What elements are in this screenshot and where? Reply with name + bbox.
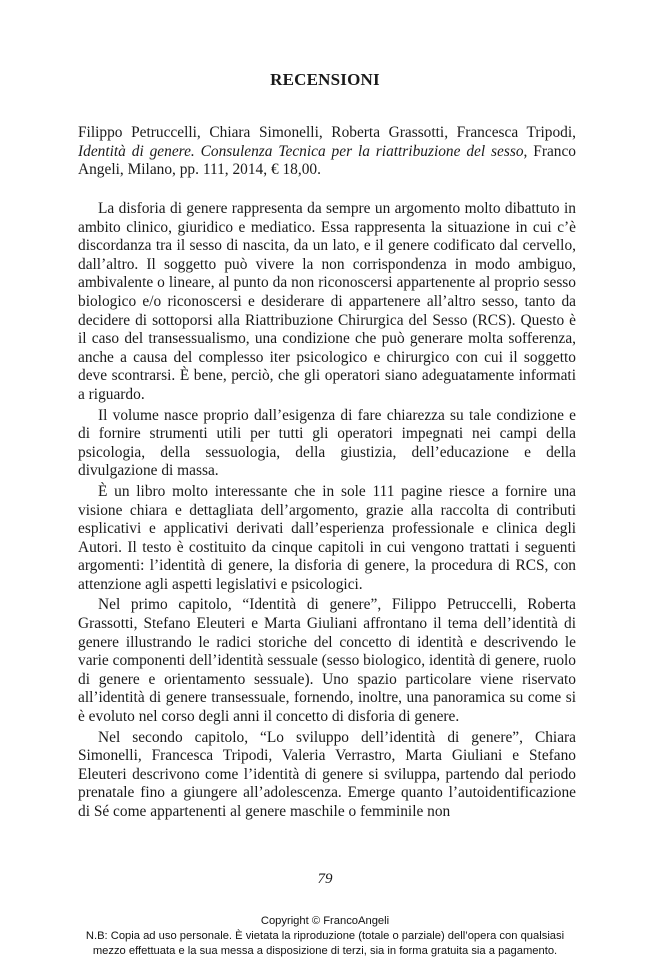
book-citation	[78, 124, 576, 180]
paragraph: Il volume nasce proprio dall’esigenza di fare chiarezza su tale condizione e di fornire strumenti utili per tutti gli operatori impegnati nei campi della psicologia, della sessuologia, della giustizia, dell’educazione e della divulgazione di massa.	[78, 406, 576, 480]
paragraph: È un libro molto interessante che in sole 111 pagine riesce a fornire una visione chiara e dettagliata dell’argomento, grazie alla raccolta di contributi esplicativi e applicativi derivati dall’esperienza professionale e clinica degli Autori. Il testo è costituito da cinque capitoli in cui vengono trattati i seguenti argomenti: l’identità di genere, la disforia di genere, la procedura di RCS, con attenzione agli aspetti legislativi e psicologici.	[78, 482, 576, 593]
copyright-line: Copyright © FrancoAngeli	[260, 915, 390, 927]
notice-line: mezzo effettuata e la sua messa a disposizione di terzi, sia in forma gratuita sia a pagamento.	[92, 945, 558, 957]
review-body	[78, 200, 576, 824]
citation-publisher: , Franco Angeli, Milano, pp. 111, 2014, € 18,00.	[78, 142, 577, 179]
page-number: 79	[317, 871, 333, 887]
citation-authors: Filippo Petruccelli, Chiara Simonelli, Roberta Grassotti, Francesca Tripodi,	[78, 124, 576, 141]
notice-line: N.B: Copia ad uso personale. È vietata la riproduzione (totale o parziale) dell’opera con qualsiasi	[85, 930, 565, 942]
copyright-footer	[0, 914, 650, 959]
paragraph: La disforia di genere rappresenta da sempre un argomento molto dibattuto in ambito clinico, giuridico e mediatico. Essa rappresenta la situazione in cui c’è discordanza tra il sesso di nascita, da un lato, e il genere codificato dal cervello, dall’altro. Il soggetto può vivere la non corrispondenza in modo ambiguo, ambivalente o lineare, al punto da non riconoscersi appartenente al proprio sesso biologico e/o riconoscersi e desiderare di appartenere all’altro sesso, tanto da decidere di sottoporsi alla Riattribuzione Chirurgica del Sesso (RCS). Questo è il caso del transessualismo, una condizione che può generare molta sofferenza, anche a causa del complesso iter psicologico e chirurgico con cui il soggetto deve scontrarsi. È bene, perciò, che gli operatori siano adeguatamente informati a riguardo.	[78, 200, 576, 403]
paragraph: Nel primo capitolo, “Identità di genere”, Filippo Petruccelli, Roberta Grassotti, Stefano Eleuteri e Marta Giuliani affrontano il tema dell’identità di genere illustrando le radici storiche del concetto di identità e descrivendo le varie componenti dell’identità sessuale (sesso biologico, identità di genere, ruolo di genere e orientamento sessuale). Uno spazio particolare viene riservato all’identità di genere transessuale, fornendo, inoltre, una panoramica su come si è evoluto nel corso degli anni il concetto di disforia di genere.	[78, 596, 576, 726]
citation-title: Identità di genere. Consulenza Tecnica per la riattribuzione del sesso	[78, 142, 524, 160]
section-title: RECENSIONI	[270, 70, 380, 89]
paragraph: Nel secondo capitolo, “Lo sviluppo dell’identità di genere”, Chiara Simonelli, Francesca Tripodi, Valeria Verrastro, Marta Giuliani e Stefano Eleuteri descrivono come l’identità di genere si sviluppa, partendo dal periodo prenatale fino a giungere all’adolescenza. Emerge quanto l’autoidentificazione di Sé come appartenenti al genere maschile o femminile non	[78, 728, 576, 820]
